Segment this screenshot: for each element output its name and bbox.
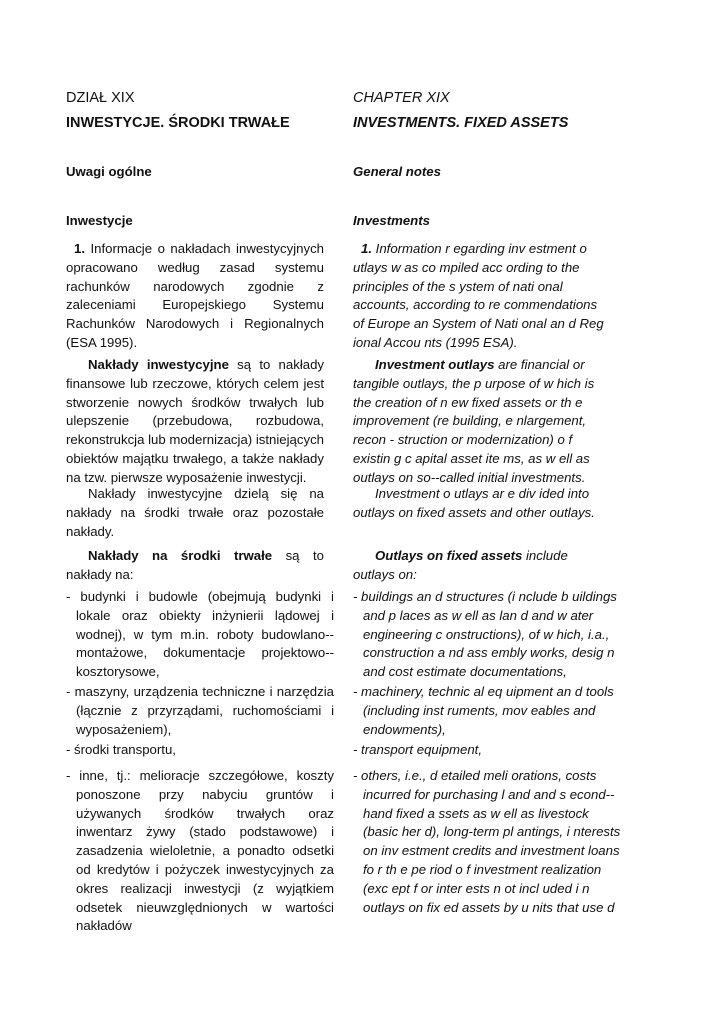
- list-item-pl: - środki transportu,: [66, 742, 176, 757]
- list-item-en: - transport equipment,: [353, 742, 483, 757]
- paragraph-1-en: [353, 240, 611, 353]
- paragraph-4-en: [353, 547, 611, 585]
- paragraph-1-number-pl: 1.: [74, 241, 85, 256]
- chapter-heading-en: CHAPTER XIX: [353, 90, 450, 106]
- general-notes-heading-pl: Uwagi ogólne: [66, 164, 152, 179]
- list-item-pl: - maszyny, urządzenia techniczne i narzędzia (łącznie z przyrządami, ruchomościami i wyposażeniem),: [66, 684, 334, 737]
- list-item-pl: - inne, tj.: melioracje szczegółowe, koszty ponoszone przy nabyciu gruntów i używanych środków trwałych oraz inwentarz żywy (stado podstawowe) i zasadzenia wieloletnie, a ponadto odsetki od kredytów i pożyczek inwestycyjnych za okres realizacji inwestycji (z wyjątkiem odsetek nieuwzględnionych w wartości nakładów: [66, 768, 334, 934]
- paragraph-4-term-pl: Nakłady na środki trwałe: [88, 548, 273, 563]
- paragraph-1-text-en: Information r egarding inv estment o utlays w as co mpiled acc ording to the principles of the s ystem of nati onal accounts, according to re commendations of Europe an System of Nati onal an d Reg ional Accou nts (1995 ESA).: [353, 241, 604, 350]
- chapter-title-pl: INWESTYCJE. ŚRODKI TRWAŁE: [66, 115, 290, 131]
- paragraph-1-number-en: 1.: [361, 241, 372, 256]
- paragraph-3-pl: Nakłady inwestycyjne dzielą się na nakłady na środki trwałe oraz pozostałe nakłady.: [66, 486, 324, 539]
- paragraph-3-en: Investment o utlays ar e div ided into outlays on fixed assets and other outlays.: [353, 486, 595, 520]
- paragraph-2-en: [353, 356, 611, 488]
- general-notes-heading-en: General notes: [353, 164, 441, 179]
- paragraph-2-pl: [66, 356, 324, 488]
- section-heading-en: Investments: [353, 213, 430, 228]
- chapter-heading-pl: DZIAŁ XIX: [66, 90, 135, 106]
- chapter-title-en: INVESTMENTS. FIXED ASSETS: [353, 115, 569, 131]
- paragraph-4-term-en: Outlays on fixed assets: [375, 548, 523, 563]
- paragraph-4-pl: [66, 547, 324, 585]
- paragraph-2-term-pl: Nakłady inwestycyjne: [88, 357, 229, 372]
- paragraph-1-pl: [66, 240, 324, 353]
- paragraph-1-text-pl: Informacje o nakładach inwestycyjnych opracowano według zasad systemu rachunków narodowych zgodnie z zaleceniami Europejskiego Systemu Rachunków Narodowych i Regionalnych (ESA 1995).: [66, 241, 324, 350]
- paragraph-2-text-en: are financial or tangible outlays, the p urpose of w hich is the creation of n ew fixed assets or th e improvement (re building, e nlargement, recon - struction or modernization) o f existin g c apital asset ite ms, as w ell as outlays on so--called initial investments.: [353, 357, 595, 485]
- list-item-en: - others, i.e., d etailed meli orations, costs incurred for purchasing l and and s econd--hand fixed a ssets as w ell as livestock (basic her d), long-term pl antings, i nterests on inv estment credits and investment loans fo r th e pe riod o f investment realization (exc ept f or inter ests n ot incl uded i n outlays on fix ed assets by u nits that use d: [353, 768, 621, 915]
- paragraph-2-term-en: Investment outlays: [375, 357, 495, 372]
- section-heading-pl: Inwestycje: [66, 213, 133, 228]
- paragraph-4-text-pl: są to nakłady na:: [66, 548, 324, 582]
- list-item-en: - buildings an d structures (i nclude b uildings and p laces as w ell as lan d and w ater engineering c onstructions), of w hich, i.a., construction a nd ass embly works, desig n and cost estimate documentations,: [353, 589, 617, 680]
- paragraph-4-text-en: include outlays on:: [353, 548, 568, 582]
- paragraph-2-text-pl: są to nakłady finansowe lub rzeczowe, których celem jest stworzenie nowych środków trwałych lub ulepszenie (przebudowa, rozbudowa, rekonstrukcja lub modernizacja) istniejących obiektów majątku trwałego, a także nakłady na tzw. pierwsze wyposażenie inwestycji.: [66, 357, 325, 485]
- list-item-pl: - budynki i budowle (obejmują budynki i lokale oraz obiekty inżynierii lądowej i wodnej), w tym m.in. roboty budowlano--montażowe, dokumentacje projektowo--kosztorysowe,: [66, 589, 334, 680]
- list-item-en: - machinery, technic al eq uipment an d tools (including inst ruments, mov eables and endowments),: [353, 684, 614, 737]
